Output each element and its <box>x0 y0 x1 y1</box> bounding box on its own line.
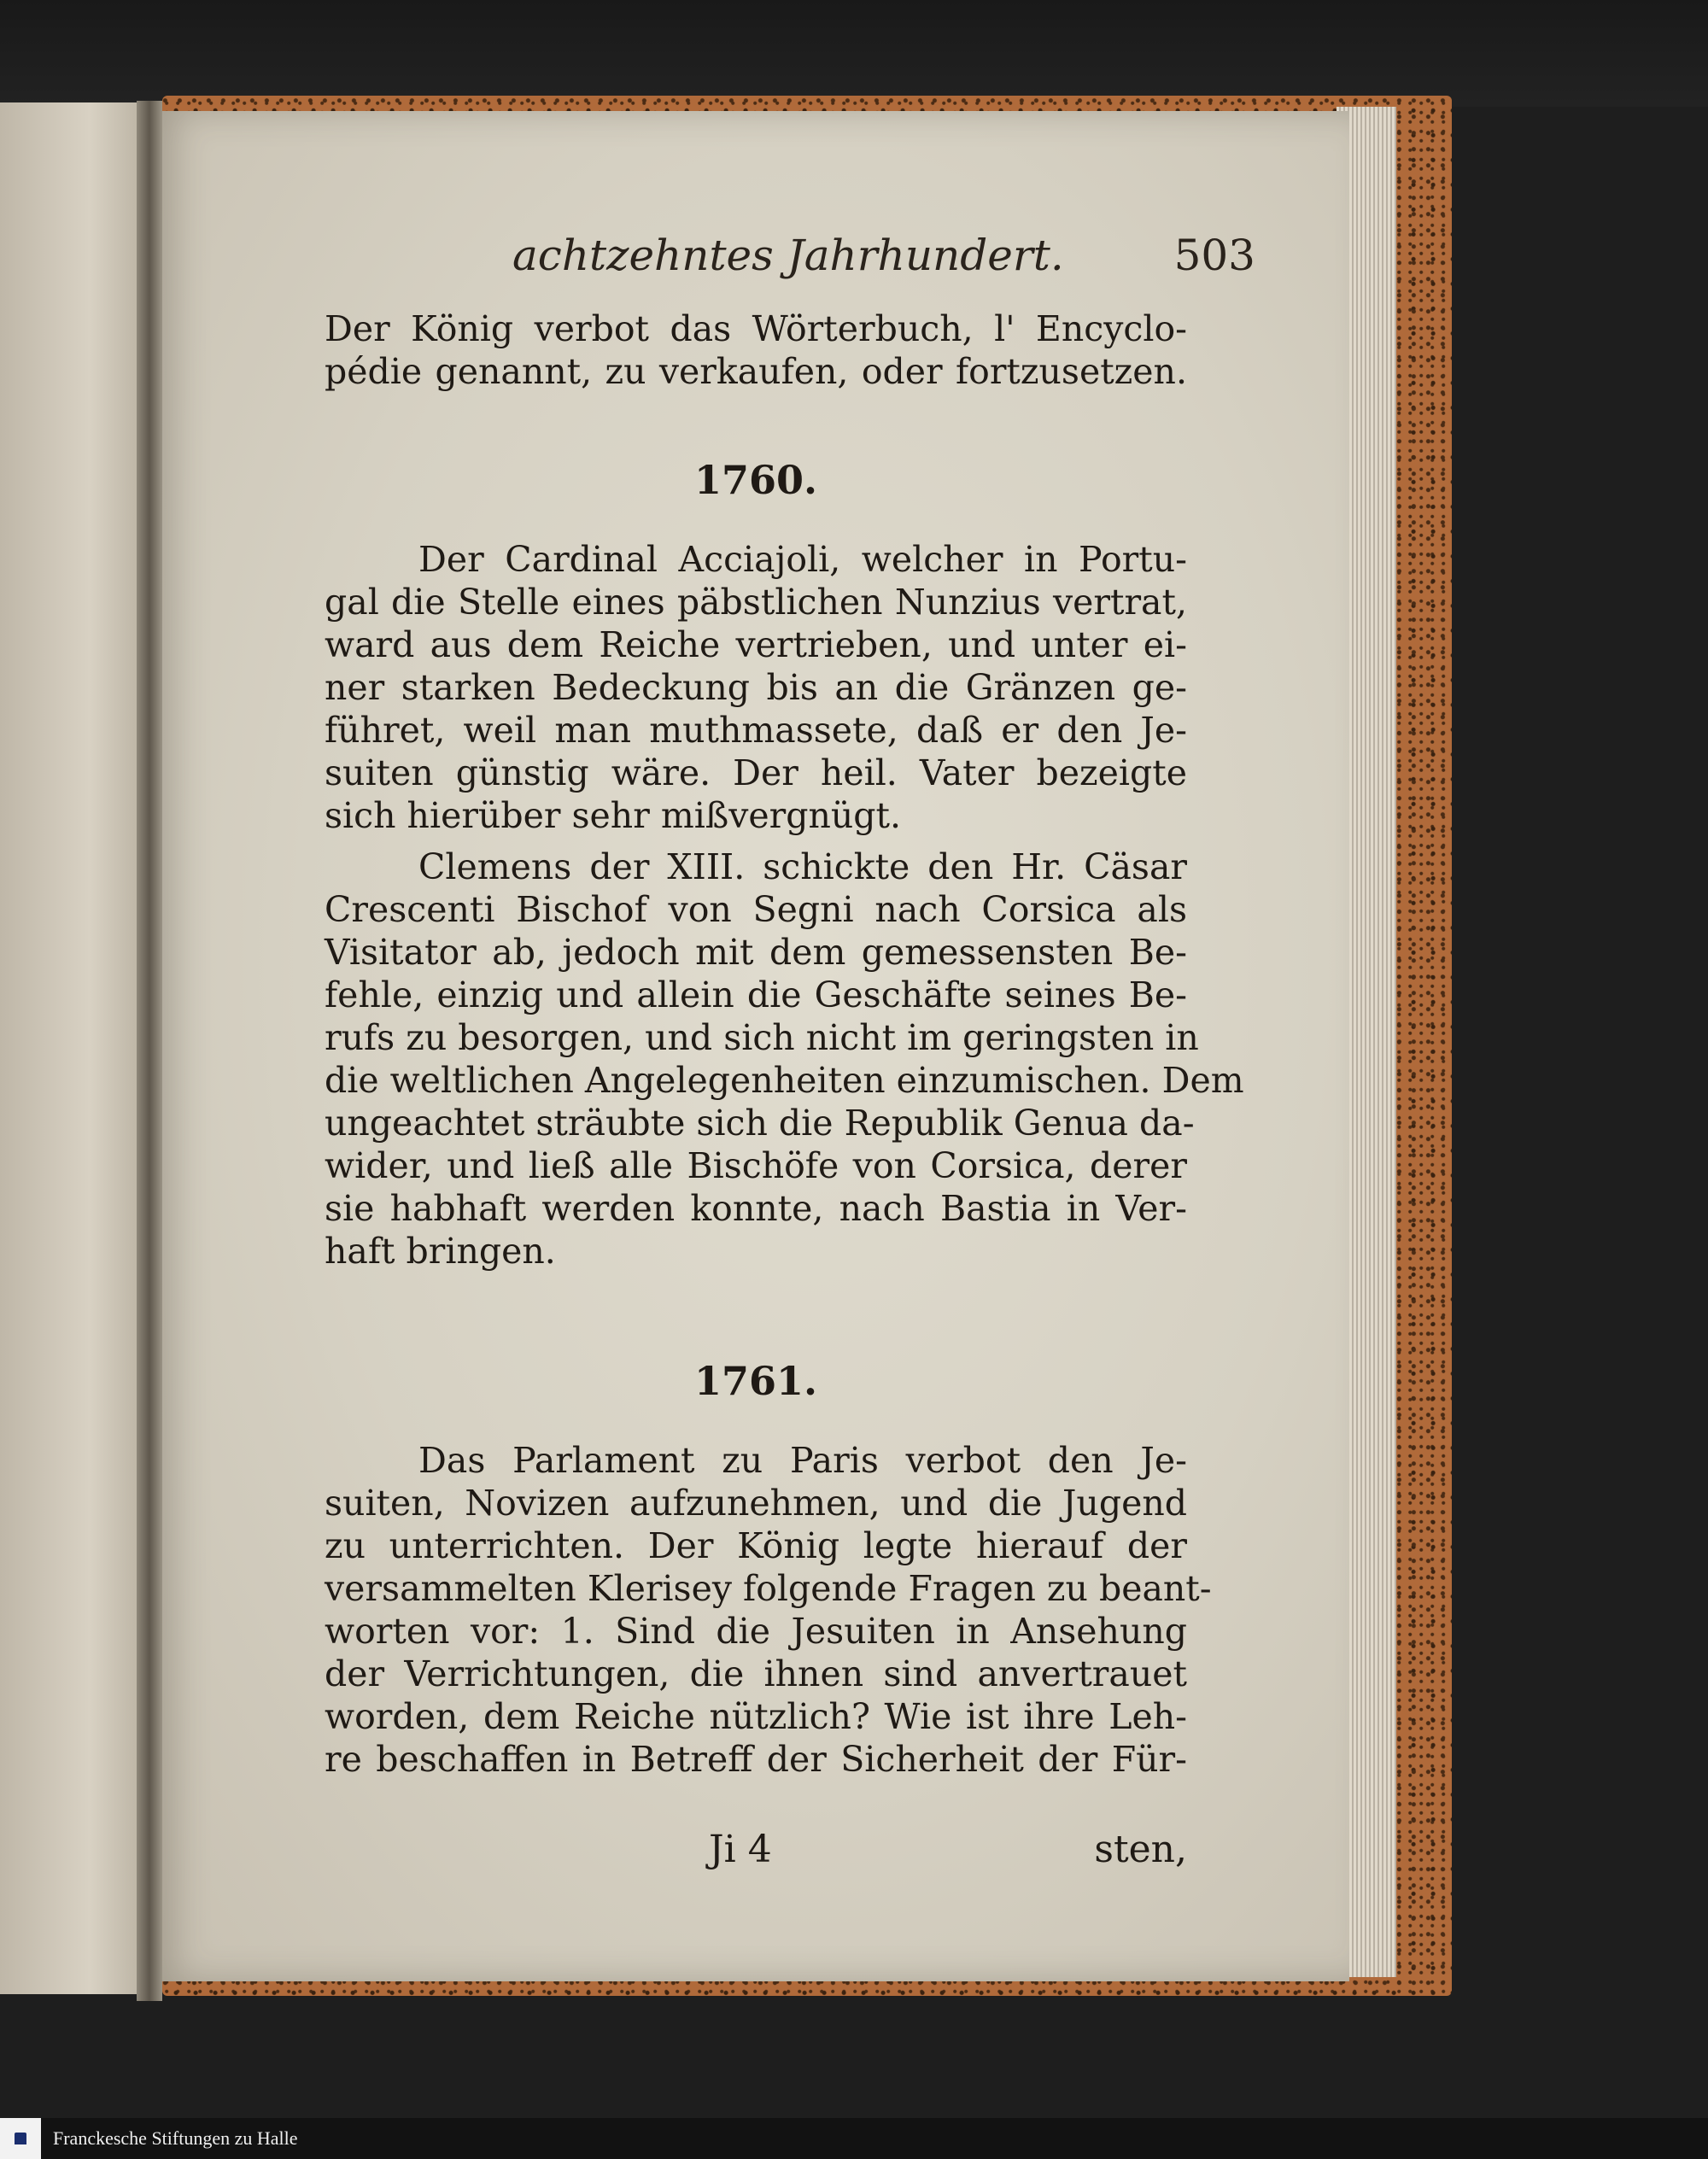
page-footer <box>325 1828 1187 1879</box>
text-line: suiten günstig wäre. Der heil. Vater bezeigte <box>325 752 1187 793</box>
catchword: sten, <box>1094 1828 1187 1871</box>
book-page <box>154 111 1349 1981</box>
text-line: Crescenti Bischof von Segni nach Corsica als <box>325 889 1187 930</box>
year-heading-1761: 1761. <box>693 1358 818 1404</box>
text-line: wider, und ließ alle Bischöfe von Corsica, derer <box>325 1145 1187 1186</box>
paragraph-1761-parlament <box>325 1439 1212 1781</box>
text-line: die weltlichen Angelegenheiten einzumischen. Dem <box>325 1060 1244 1101</box>
text-line: der Verrichtungen, die ihnen sind anvertrauet <box>325 1653 1187 1694</box>
text-line: suiten, Novizen aufzunehmen, und die Jugend <box>325 1483 1187 1524</box>
building-icon <box>15 2133 26 2144</box>
year-heading-1760: 1760. <box>693 457 818 503</box>
paragraph-1760-clemens <box>325 845 1244 1273</box>
text-line: Der Cardinal Acciajoli, welcher in Portu- <box>418 539 1187 580</box>
text-line: pédie genannt, zu verkaufen, oder fortzusetzen. <box>325 351 1187 392</box>
background-top <box>0 0 1708 107</box>
text-line: Visitator ab, jedoch mit dem gemessensten Be- <box>325 932 1187 973</box>
text-line: Das Parlament zu Paris verbot den Je- <box>418 1440 1187 1481</box>
book-gutter <box>137 101 162 2001</box>
text-line: haft bringen. <box>325 1231 556 1272</box>
text-line: worden, dem Reiche nützlich? Wie ist ihre Leh- <box>325 1696 1187 1737</box>
left-page <box>0 102 149 1994</box>
text-line: re beschaffen in Betreff der Sicherheit der Für- <box>325 1739 1187 1780</box>
text-line: führet, weil man muthmassete, daß er den Je- <box>325 710 1187 751</box>
text-line: worten vor: 1. Sind die Jesuiten in Ansehung <box>325 1611 1187 1652</box>
text-line: ner starken Bedeckung bis an die Gränzen ge- <box>325 667 1187 708</box>
institution-logo <box>0 2118 41 2159</box>
text-line: rufs zu besorgen, und sich nicht im geringsten in <box>325 1017 1199 1058</box>
signature-mark: Ji 4 <box>709 1828 772 1871</box>
text-line: Clemens der XIII. schickte den Hr. Cäsar <box>418 846 1187 887</box>
text-line: fehle, einzig und allein die Geschäfte seines Be- <box>325 974 1187 1015</box>
institution-name: Franckesche Stiftungen zu Halle <box>53 2127 298 2149</box>
running-head <box>512 231 1255 290</box>
page-number: 503 <box>1173 231 1255 280</box>
text-line: zu unterrichten. Der König legte hierauf der <box>325 1525 1187 1566</box>
text-line: versammelten Klerisey folgende Fragen zu beant- <box>325 1568 1212 1609</box>
intro-paragraph <box>325 307 1187 393</box>
paragraph-1760-acciajoli <box>325 538 1187 837</box>
text-line: sich hierüber sehr mißvergnügt. <box>325 795 902 836</box>
running-title: achtzehntes Jahrhundert. <box>512 231 1064 280</box>
text-line: gal die Stelle eines päbstlichen Nunzius vertrat, <box>325 582 1187 623</box>
institution-banner <box>0 2118 1708 2159</box>
text-line: ungeachtet sträubte sich die Republik Genua da- <box>325 1103 1195 1144</box>
text-line: Der König verbot das Wörterbuch, l' Encyclo- <box>325 308 1187 349</box>
text-line: sie habhaft werden konnte, nach Bastia in Ver- <box>325 1188 1187 1229</box>
text-line: ward aus dem Reiche vertrieben, und unter ei- <box>325 624 1187 665</box>
